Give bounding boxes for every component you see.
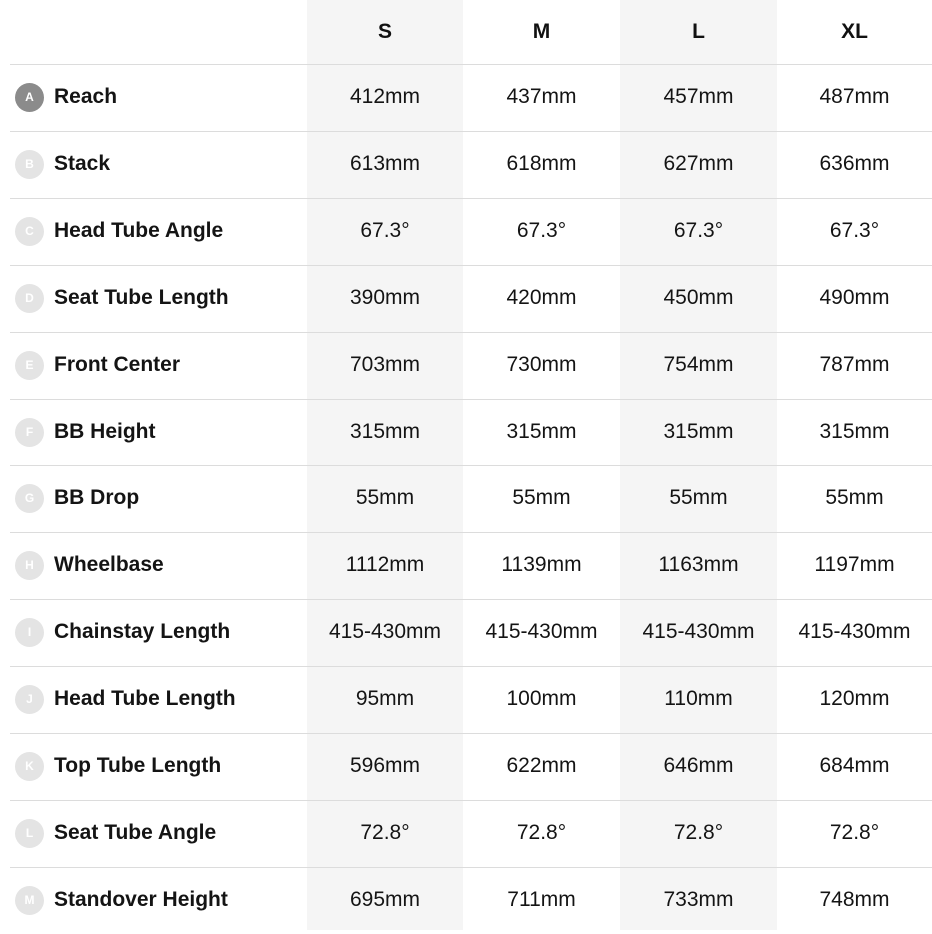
measurement-label: Head Tube Angle — [54, 218, 224, 242]
value-cell-xl: 120mm — [819, 687, 890, 711]
measurement-letter-badge: B — [15, 150, 44, 179]
value-cell-xl: 490mm — [819, 285, 890, 309]
table-row — [0, 465, 932, 532]
table-row — [0, 800, 932, 867]
size-header-row — [0, 0, 932, 64]
measurement-label: Wheelbase — [54, 553, 164, 577]
measurement-letter-badge: A — [15, 83, 44, 112]
measurement-label: Seat Tube Length — [54, 285, 229, 309]
value-cell-xl: 67.3° — [829, 218, 880, 242]
value-cell-s: 72.8° — [360, 820, 410, 844]
measurement-label: Chainstay Length — [54, 620, 231, 644]
value-cell-xl: 315mm — [819, 419, 890, 443]
measurement-letter-badge: F — [15, 418, 44, 447]
row-divider — [10, 64, 932, 65]
measurement-label: Head Tube Length — [54, 687, 236, 711]
measurement-letter-badge: I — [15, 618, 44, 647]
row-divider — [10, 465, 932, 466]
measurement-label: Seat Tube Angle — [54, 820, 217, 844]
value-cell-m: 711mm — [507, 887, 576, 911]
value-cell-m: 100mm — [506, 687, 577, 711]
measurement-letter-badge: K — [15, 752, 44, 781]
value-cell-xl: 1197mm — [814, 553, 895, 577]
value-cell-l: 646mm — [663, 754, 734, 777]
size-header-s: S — [377, 20, 392, 43]
value-cell-m: 622mm — [506, 754, 577, 777]
measurement-label: Reach — [54, 85, 118, 108]
table-row — [0, 332, 932, 399]
measurement-letter-badge: L — [15, 819, 44, 848]
measurement-label: BB Height — [54, 419, 156, 443]
row-divider — [10, 198, 932, 199]
value-cell-s: 95mm — [355, 687, 415, 711]
measurement-letter-badge: J — [15, 685, 44, 714]
value-cell-l: 1163mm — [658, 553, 739, 577]
value-cell-s: 390mm — [349, 285, 421, 309]
value-cell-xl: 787mm — [819, 352, 890, 376]
table-row — [0, 599, 932, 666]
value-cell-m: 437mm — [506, 85, 577, 108]
measurement-label: Front Center — [54, 352, 180, 376]
value-cell-l: 450mm — [663, 285, 734, 309]
row-divider — [10, 399, 932, 400]
value-cell-s: 1112mm — [345, 553, 425, 577]
table-row — [0, 867, 932, 934]
value-cell-m: 415-430mm — [485, 620, 598, 644]
row-divider — [10, 265, 932, 266]
measurement-letter-badge: E — [15, 351, 44, 380]
value-cell-xl: 487mm — [819, 85, 890, 108]
value-cell-l: 415-430mm — [642, 620, 755, 644]
table-row — [0, 64, 932, 131]
measurement-label: BB Drop — [54, 486, 140, 510]
value-cell-l: 754mm — [663, 352, 734, 376]
row-divider — [10, 800, 932, 801]
value-cell-m: 420mm — [506, 285, 577, 309]
value-cell-l: 457mm — [663, 85, 734, 108]
value-cell-xl: 415-430mm — [798, 620, 911, 644]
value-cell-s: 67.3° — [360, 218, 410, 242]
measurement-letter-badge: G — [15, 484, 44, 513]
value-cell-l: 72.8° — [673, 820, 724, 844]
row-divider — [10, 867, 932, 868]
value-cell-l: 627mm — [663, 151, 734, 175]
measurement-letter-badge: H — [15, 551, 44, 580]
value-cell-s: 596mm — [349, 754, 421, 777]
value-cell-l: 67.3° — [673, 218, 724, 242]
table-row — [0, 399, 932, 466]
measurement-label: Top Tube Length — [54, 754, 222, 777]
value-cell-m: 730mm — [506, 352, 577, 376]
value-cell-xl: 636mm — [819, 151, 890, 175]
value-cell-s: 55mm — [355, 486, 415, 510]
value-cell-xl: 748mm — [819, 887, 890, 911]
table-row — [0, 131, 932, 198]
value-cell-l: 110mm — [664, 687, 733, 711]
value-cell-s: 703mm — [349, 352, 421, 376]
row-divider — [10, 733, 932, 734]
value-cell-s: 412mm — [349, 85, 421, 108]
table-row — [0, 532, 932, 599]
measurement-letter-badge: C — [15, 217, 44, 246]
value-cell-xl: 684mm — [819, 754, 890, 777]
measurement-label: Standover Height — [54, 887, 228, 911]
row-divider — [10, 666, 932, 667]
table-row — [0, 733, 932, 800]
row-divider — [10, 332, 932, 333]
value-cell-m: 72.8° — [516, 820, 567, 844]
value-cell-m: 55mm — [512, 486, 571, 510]
value-cell-m: 1139mm — [501, 553, 582, 577]
size-header-m: M — [532, 20, 551, 43]
value-cell-l: 55mm — [669, 486, 728, 510]
value-cell-m: 618mm — [506, 151, 577, 175]
measurement-letter-badge: D — [15, 284, 44, 313]
table-row — [0, 198, 932, 265]
row-divider — [10, 131, 932, 132]
table-row — [0, 265, 932, 332]
size-header-l: L — [692, 20, 705, 43]
value-cell-m: 315mm — [506, 419, 577, 443]
size-header-xl: XL — [841, 20, 868, 43]
measurement-letter-badge: M — [15, 886, 44, 915]
measurement-label: Stack — [54, 151, 111, 175]
value-cell-l: 733mm — [663, 887, 734, 911]
value-cell-xl: 72.8° — [829, 820, 880, 844]
value-cell-l: 315mm — [663, 419, 734, 443]
row-divider — [10, 532, 932, 533]
value-cell-s: 315mm — [349, 419, 421, 443]
value-cell-s: 415-430mm — [328, 620, 442, 644]
value-cell-xl: 55mm — [825, 486, 884, 510]
table-row — [0, 666, 932, 733]
row-divider — [10, 599, 932, 600]
value-cell-s: 613mm — [349, 151, 421, 175]
value-cell-s: 695mm — [349, 887, 421, 911]
value-cell-m: 67.3° — [516, 218, 567, 242]
